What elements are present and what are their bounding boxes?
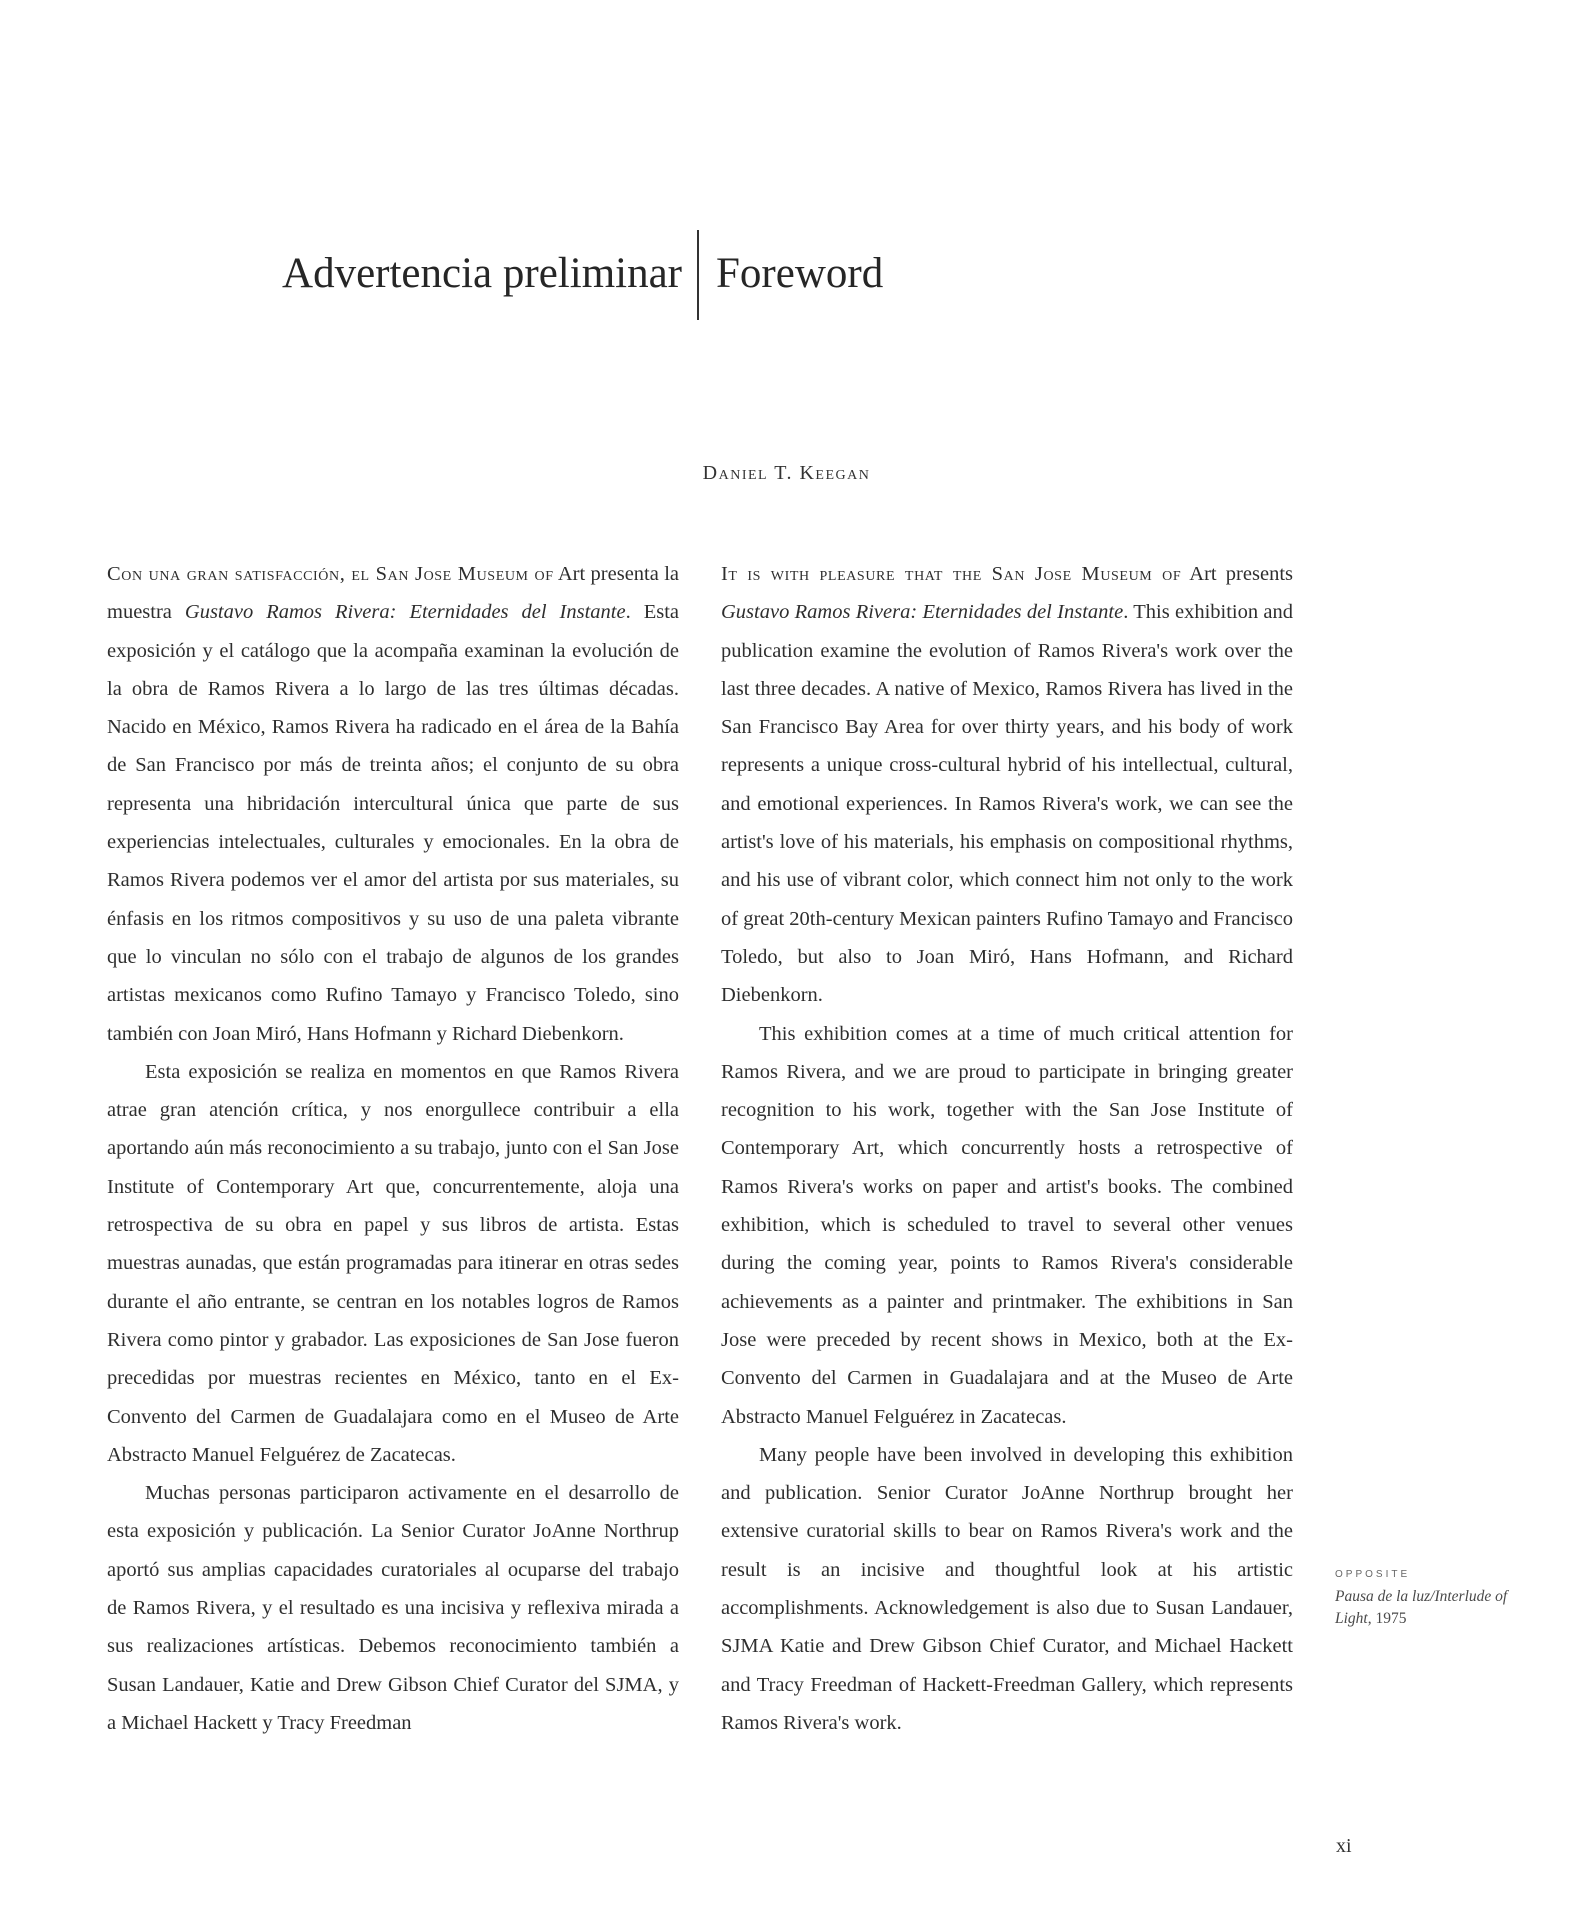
spanish-paragraph-1-text-b: . Esta exposición y el catálogo que la acompaña examinan la evolución de la obra de Ramos Rivera a lo largo de las tres últimas décadas. Nacido en México, Ramos Rivera ha radicado en el área de la Bahía de San Francisco por más de treinta años; el conjunto de su obra representa una hibridación intercultural única que parte de sus experiencias intelectuales, culturales y emocionales. En la obra de Ramos Rivera podemos ver el amor del artista por sus materiales, su énfasis en los ritmos compositivos y su uso de una paleta vibrante que lo vinculan no sólo con el trabajo de algunos de los grandes artistas mexicanos como Rufino Tamayo y Francisco Toledo, sino también con Joan Miró, Hans Hofmann y Richard Diebenkorn.: [107, 601, 679, 1045]
english-column: [721, 555, 1293, 1742]
english-paragraph-3: Many people have been involved in developing this exhibition and publication. Senior Curator JoAnne Northrup brought her extensive curatorial skills to bear on Ramos Rivera's work and the result is an incisive and thoughtful look at his artistic accomplishments. Acknowledgement is also due to Susan Landauer, SJMA Katie and Drew Gibson Chief Curator, and Michael Hackett and Tracy Freedman of Hackett-Freedman Gallery, which represents Ramos Rivera's work.: [721, 1443, 1293, 1734]
english-lead-in: It is with pleasure that the San Jose Museum of: [721, 563, 1182, 585]
caption-year: , 1975: [1367, 1610, 1407, 1627]
image-caption: [1335, 1568, 1535, 1630]
caption-artwork-title: Pausa de la luz/Interlude of Light: [1335, 1588, 1508, 1627]
spanish-paragraph-1: [107, 555, 679, 1053]
spanish-exhibition-title: Gustavo Ramos Rivera: Eternidades del Instante: [184, 601, 626, 624]
caption-text: [1335, 1586, 1535, 1630]
english-paragraph-1-text-a: Art presents: [1181, 563, 1293, 585]
spanish-paragraph-1-text-a: Art presenta la muestra: [107, 563, 679, 624]
english-exhibition-title: Gustavo Ramos Rivera: Eternidades del Instante: [721, 601, 1124, 624]
author-byline: Daniel T. Keegan: [702, 462, 871, 484]
page-number: xi: [1336, 1835, 1352, 1857]
english-paragraph-1-text-b: . This exhibition and publication examine the evolution of Ramos Rivera's work over the last three decades. A native of Mexico, Ramos Rivera has lived in the San Francisco Bay Area for over thirty years, and his body of work represents a unique cross-cultural hybrid of his intellectual, cultural, and emotional experiences. In Ramos Rivera's work, we can see the artist's love of his materials, his emphasis on compositional rhythms, and his use of vibrant color, which connect him not only to the work of great 20th-century Mexican painters Rufino Tamayo and Francisco Toledo, but also to Joan Miró, Hans Hofmann, and Richard Diebenkorn.: [721, 601, 1294, 1007]
english-paragraph-1: [721, 555, 1293, 1015]
spanish-paragraph-2: Esta exposición se realiza en momentos en que Ramos Rivera atrae gran atención crítica, y nos enorgullece contribuir a ella aportando aún más reconocimiento a su trabajo, junto con el San Jose Institute of Contemporary Art que, concurrentemente, aloja una retrospectiva de su obra en papel y sus libros de artista. Estas muestras aunadas, que están programadas para itinerar en otras sedes durante el año entrante, se centran en los notables logros de Ramos Rivera como pintor y grabador. Las exposiciones de San Jose fueron precedidas por muestras recientes en México, tanto en el Ex-Convento del Carmen de Guadalajara como en el Museo de Arte Abstracto Manuel Felguérez de Zacatecas.: [107, 1060, 679, 1466]
page-title: [0, 230, 1573, 330]
caption-label: OPPOSITE: [1335, 1569, 1411, 1580]
title-divider: [697, 230, 699, 320]
spanish-lead-in: Con una gran satisfacción, el San Jose Museum of: [107, 563, 554, 585]
title-english: Foreword: [716, 250, 884, 297]
spanish-paragraph-3: Muchas personas participaron activamente en el desarrollo de esta exposición y publicación. La Senior Curator JoAnne Northrup aportó sus amplias capacidades curatoriales al ocuparse del trabajo de Ramos Rivera, y el resultado es una incisiva y reflexiva mirada a sus realizaciones artísticas. Debemos reconocimiento también a Susan Landauer, Katie and Drew Gibson Chief Curator del SJMA, y a Michael Hackett y Tracy Freedman: [107, 1482, 679, 1734]
spanish-column: [107, 555, 679, 1742]
english-paragraph-2: This exhibition comes at a time of much critical attention for Ramos Rivera, and we are proud to participate in bringing greater recognition to his work, together with the San Jose Institute of Contemporary Art, which concurrently hosts a retrospective of Ramos Rivera's works on paper and artist's books. The combined exhibition, which is scheduled to travel to several other venues during the coming year, points to Ramos Rivera's considerable achievements as a painter and printmaker. The exhibitions in San Jose were preceded by recent shows in Mexico, both at the Ex-Convento del Carmen in Guadalajara and at the Museo de Arte Abstracto Manuel Felguérez in Zacatecas.: [721, 1022, 1293, 1428]
title-spanish: Advertencia preliminar: [282, 250, 682, 297]
